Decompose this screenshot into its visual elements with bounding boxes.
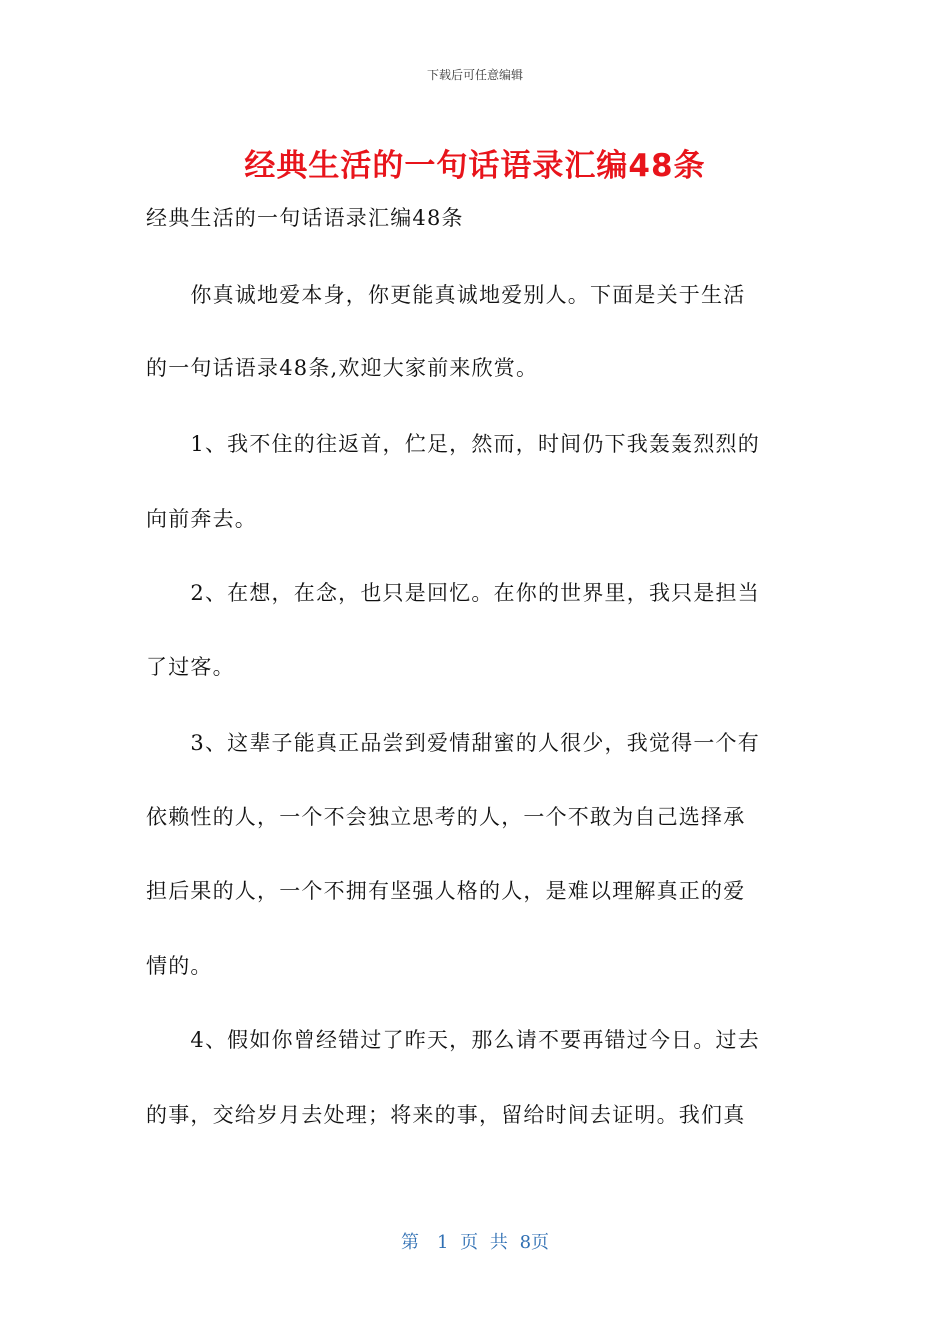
subtitle-line: 经典生活的一句话语录汇编48条 [146,206,464,230]
body-line-9: 担后果的人，一个不拥有坚强人格的人，是难以理解真正的爱 [146,879,746,903]
body-line-7: 3、这辈子能真正品尝到爱情甜蜜的人很少，我觉得一个有 [146,731,760,755]
body-line-2: 的一句话语录48条,欢迎大家前来欣赏。 [146,356,539,380]
body-line-12: 的事，交给岁月去处理；将来的事，留给时间去证明。我们真 [146,1103,746,1127]
body-line-10: 情的。 [146,954,213,978]
body-line-6: 了过客。 [146,655,235,679]
body-line-3: 1、我不住的往返首，伫足，然而，时间仍下我轰轰烈烈的 [146,432,760,456]
page-footer: 第 1 页 共 8页 [400,1232,550,1253]
body-line-4: 向前奔去。 [146,507,257,531]
body-line-1: 你真诚地爱本身，你更能真诚地爱别人。下面是关于生活 [146,283,746,307]
body-line-8: 依赖性的人，一个不会独立思考的人，一个不敢为自己选择承 [146,805,746,829]
body-line-5: 2、在想，在念，也只是回忆。在你的世界里，我只是担当 [146,581,760,605]
body-line-11: 4、假如你曾经错过了昨天，那么请不要再错过今日。过去 [146,1028,760,1052]
header-note: 下载后可任意编辑 [426,68,523,82]
document-title: 经典生活的一句话语录汇编48条 [244,148,706,184]
